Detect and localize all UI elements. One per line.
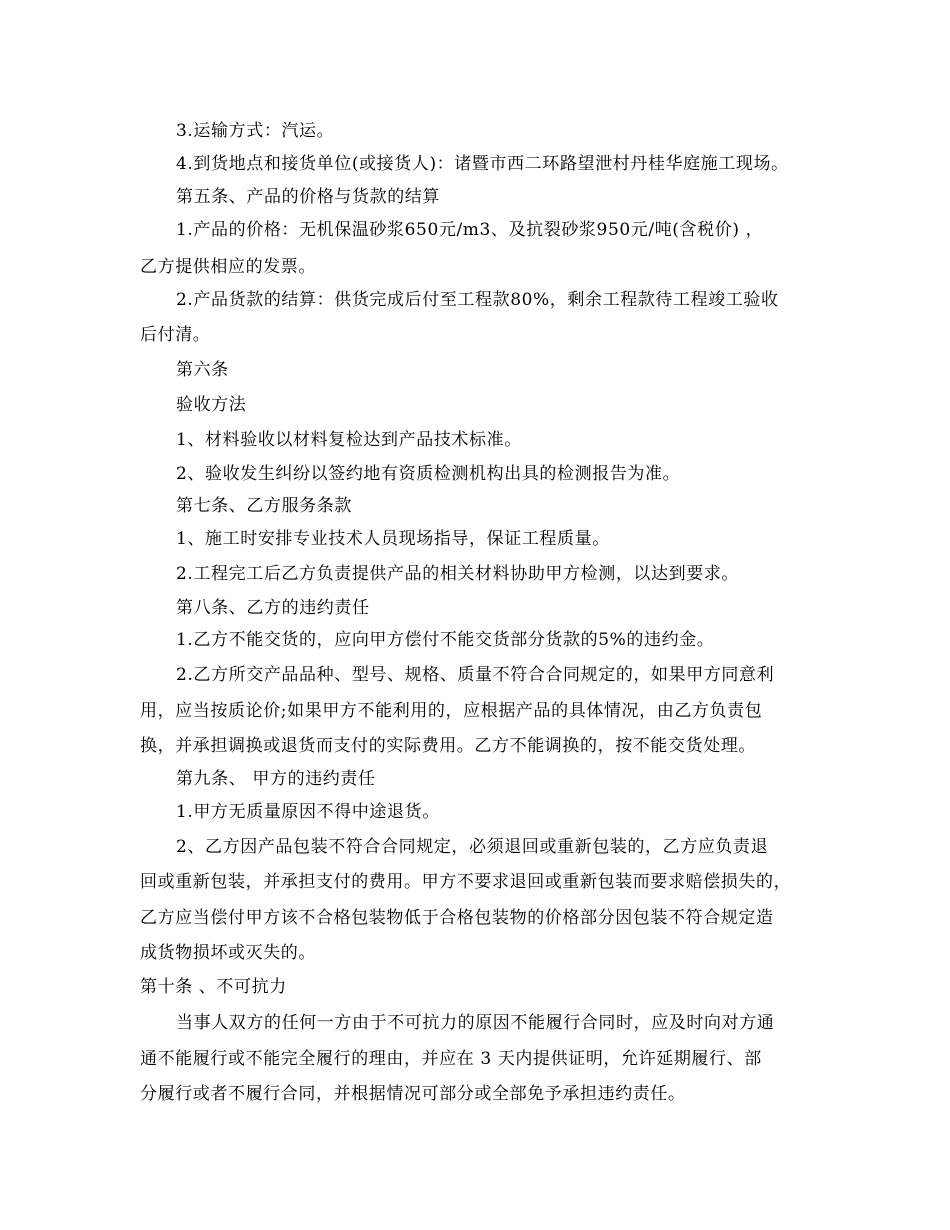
text-line: 当事人双方的任何一方由于不可抗力的原因不能履行合同时，应及时向对方通 (176, 1013, 775, 1033)
text-line: 4.到货地点和接货单位(或接货人)：诸暨市西二环路望泄村丹桂华庭施工现场。 (176, 154, 789, 174)
text-line: 2.产品货款的结算：供货完成后付至工程款80%，剩余工程款待工程竣工验收 (176, 290, 779, 310)
section-heading: 第十条 、不可抗力 (140, 977, 287, 997)
section-heading: 第七条、乙方服务条款 (176, 496, 352, 516)
text-line: 3.运输方式：汽运。 (176, 121, 335, 141)
text-line: 乙方应当偿付甲方该不合格包装物低于合格包装物的价格部分因包装不符合规定造 (140, 908, 774, 928)
section-heading: 验收方法 (176, 395, 247, 415)
text-line: 通不能履行或不能完全履行的理由，并应在 3 天内提供证明，允许延期履行、部 (140, 1049, 762, 1069)
text-line: 后付清。 (140, 325, 211, 345)
text-line: 乙方提供相应的发票。 (140, 257, 316, 277)
text-line: 1.乙方不能交货的，应向甲方偿付不能交货部分货款的5%的违约金。 (176, 630, 715, 650)
text-line: 分履行或者不履行合同，并根据情况可部分或全部免予承担违约责任。 (140, 1084, 686, 1104)
text-line: 2.乙方所交产品品种、型号、规格、质量不符合合同规定的，如果甲方同意利 (176, 665, 775, 685)
text-line: 2.工程完工后乙方负责提供产品的相关材料协助甲方检测，以达到要求。 (176, 564, 740, 584)
text-line: 2、乙方因产品包装不符合合同规定，必须退回或重新包装的，乙方应负责退 (176, 837, 769, 857)
text-line: 成货物损坏或灭失的。 (140, 943, 316, 963)
text-line: 1、材料验收以材料复检达到产品技术标准。 (176, 430, 522, 450)
section-heading: 第六条 (176, 360, 229, 380)
text-line: 回或重新包装，并承担支付的费用。甲方不要求退回或重新包装而要求赔偿损失的， (140, 872, 792, 892)
text-line: 1.甲方无质量原因不得中途退货。 (176, 802, 440, 822)
section-heading: 第八条、乙方的违约责任 (176, 598, 370, 618)
section-heading: 第五条、产品的价格与货款的结算 (176, 187, 440, 207)
section-heading: 第九条、 甲方的违约责任 (176, 769, 376, 789)
text-line: 2、验收发生纠纷以签约地有资质检测机构出具的检测报告为准。 (176, 464, 681, 484)
text-line: 用，应当按质论价;如果甲方不能利用的，应根据产品的具体情况，由乙方负责包 (140, 701, 763, 721)
text-line: 1、施工时安排专业技术人员现场指导，保证工程质量。 (176, 529, 610, 549)
text-line: 1.产品的价格：无机保温砂浆650元/m3、及抗裂砂浆950元/吨(含税价) ， (176, 220, 764, 240)
text-line: 换，并承担调换或退货而支付的实际费用。乙方不能调换的，按不能交货处理。 (140, 736, 756, 756)
